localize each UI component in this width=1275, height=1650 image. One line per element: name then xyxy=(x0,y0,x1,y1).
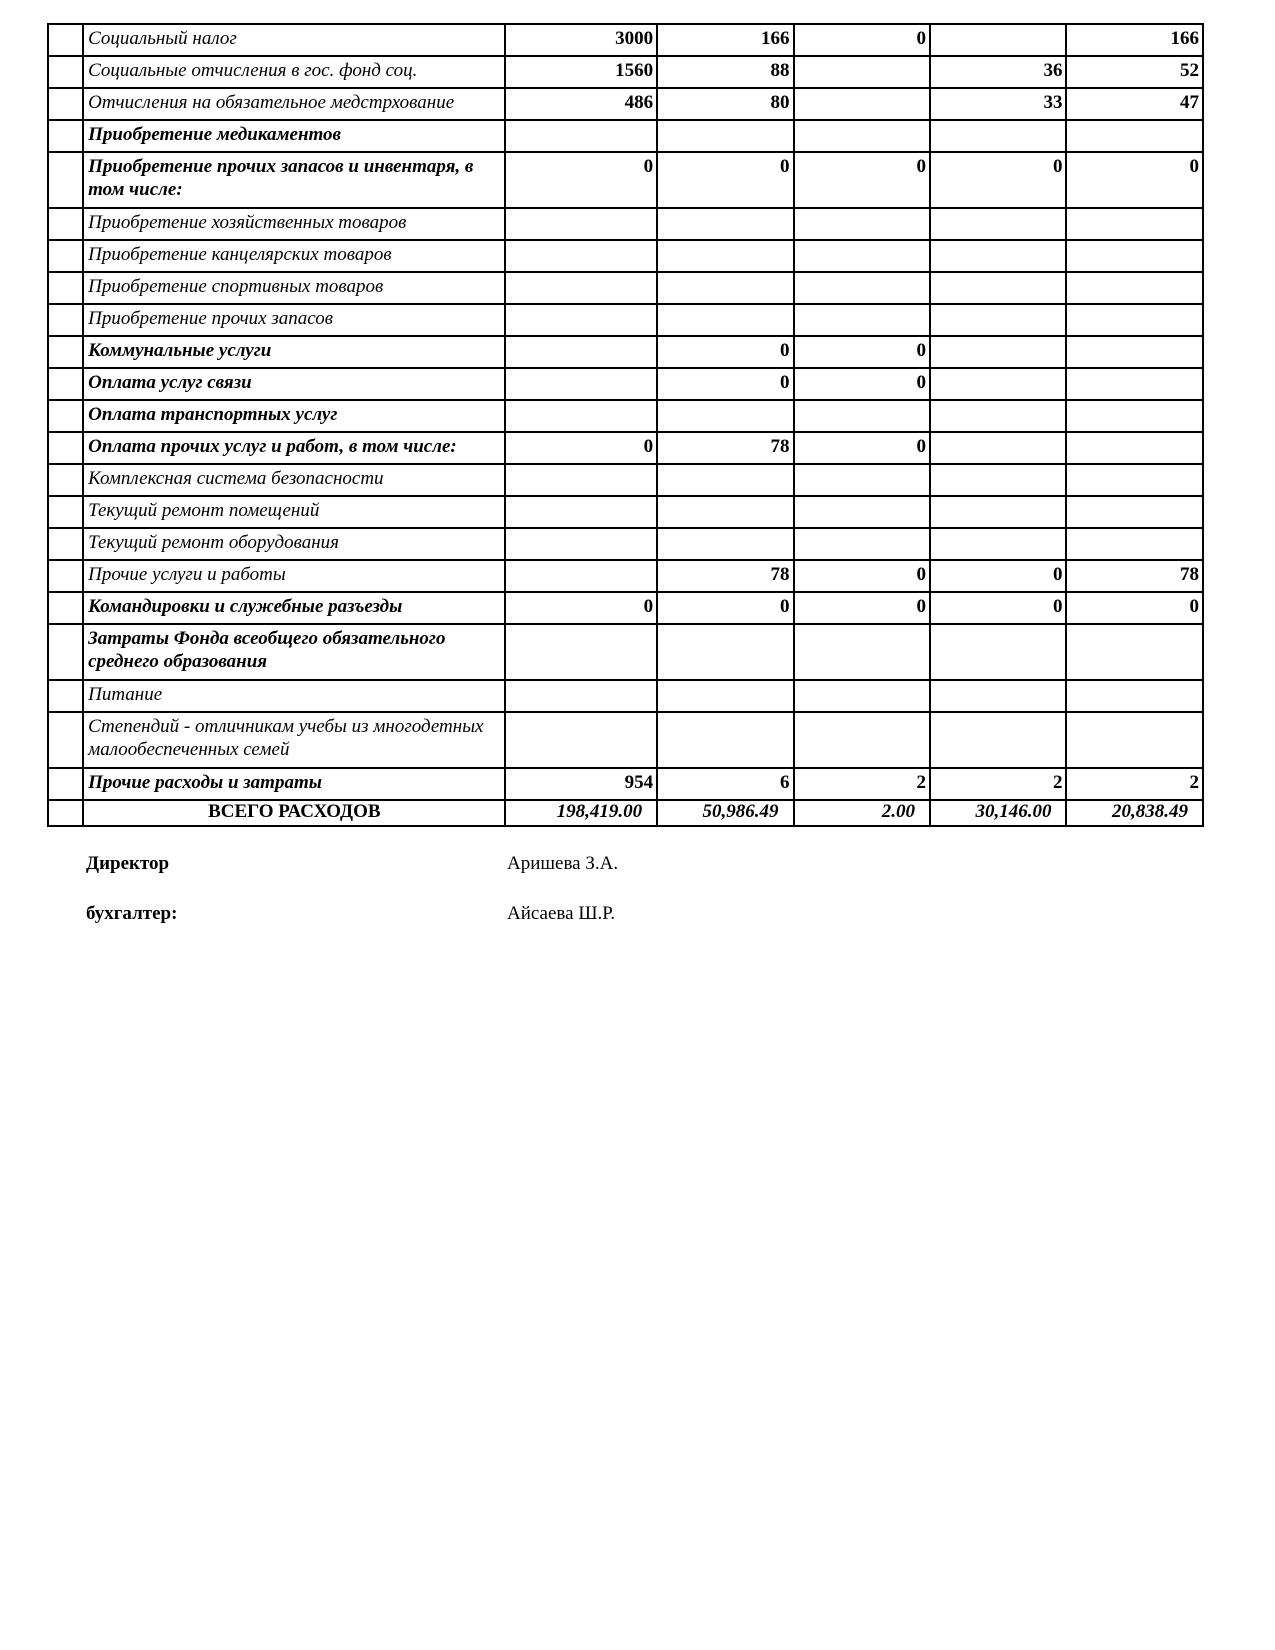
row-value: 0 xyxy=(794,560,930,592)
row-value: 0 xyxy=(1066,592,1203,624)
row-value xyxy=(505,680,658,712)
row-value xyxy=(794,712,930,768)
row-value xyxy=(930,712,1066,768)
row-value: 2 xyxy=(794,768,930,800)
row-value: 80 xyxy=(657,88,793,120)
row-value xyxy=(657,624,793,680)
index-cell xyxy=(48,304,83,336)
row-value xyxy=(505,208,658,240)
row-value xyxy=(794,464,930,496)
row-name: Коммунальные услуги xyxy=(83,336,504,368)
row-value: 78 xyxy=(1066,560,1203,592)
index-cell xyxy=(48,432,83,464)
index-cell xyxy=(48,24,83,56)
index-cell xyxy=(48,528,83,560)
row-value: 33 xyxy=(930,88,1066,120)
table-row xyxy=(48,680,1203,712)
row-value: 0 xyxy=(930,152,1066,208)
accountant-name: Айсаева Ш.Р. xyxy=(507,903,616,924)
table-row xyxy=(48,712,1203,768)
row-value xyxy=(505,120,658,152)
row-value xyxy=(794,56,930,88)
table-row xyxy=(48,120,1203,152)
row-value xyxy=(930,496,1066,528)
row-value xyxy=(794,624,930,680)
row-name: Прочие расходы и затраты xyxy=(83,768,504,800)
row-name: Текущий ремонт помещений xyxy=(83,496,504,528)
row-value xyxy=(794,680,930,712)
table-row xyxy=(48,592,1203,624)
row-value xyxy=(657,272,793,304)
row-value xyxy=(505,496,658,528)
row-value xyxy=(794,400,930,432)
table-row xyxy=(48,304,1203,336)
row-value xyxy=(1066,712,1203,768)
row-value: 0 xyxy=(505,432,658,464)
row-value: 0 xyxy=(794,336,930,368)
row-value: 36 xyxy=(930,56,1066,88)
row-value: 78 xyxy=(657,432,793,464)
row-value xyxy=(930,240,1066,272)
row-value: 88 xyxy=(657,56,793,88)
row-value xyxy=(930,368,1066,400)
table-row xyxy=(48,432,1203,464)
table-row xyxy=(48,88,1203,120)
total-value: 2.00 xyxy=(794,800,930,826)
total-label: ВСЕГО РАСХОДОВ xyxy=(83,800,504,826)
table-row xyxy=(48,272,1203,304)
row-name: Степендий - отличникам учебы из многодетных малообеспеченных семей xyxy=(83,712,504,768)
row-value: 1560 xyxy=(505,56,658,88)
row-value xyxy=(930,528,1066,560)
row-value xyxy=(794,88,930,120)
row-value xyxy=(930,272,1066,304)
row-value xyxy=(930,400,1066,432)
row-value xyxy=(657,496,793,528)
row-value xyxy=(794,240,930,272)
row-value xyxy=(657,120,793,152)
index-cell xyxy=(48,496,83,528)
total-value: 30,146.00 xyxy=(930,800,1066,826)
row-value: 2 xyxy=(1066,768,1203,800)
row-name: Затраты Фонда всеобщего обязательного среднего образования xyxy=(83,624,504,680)
row-value: 3000 xyxy=(505,24,658,56)
row-value: 6 xyxy=(657,768,793,800)
row-value xyxy=(794,272,930,304)
row-value xyxy=(505,368,658,400)
row-value xyxy=(1066,272,1203,304)
table-row xyxy=(48,208,1203,240)
row-value xyxy=(1066,680,1203,712)
table-row xyxy=(48,496,1203,528)
table-row xyxy=(48,768,1203,800)
row-value xyxy=(505,272,658,304)
table-row xyxy=(48,152,1203,208)
row-value xyxy=(930,208,1066,240)
index-cell xyxy=(48,120,83,152)
total-row xyxy=(48,800,1203,826)
index-cell xyxy=(48,368,83,400)
expense-rows xyxy=(48,24,1203,800)
row-name: Комплексная система безопасности xyxy=(83,464,504,496)
index-cell xyxy=(48,800,83,826)
row-name: Прочие услуги и работы xyxy=(83,560,504,592)
index-cell xyxy=(48,768,83,800)
row-value: 0 xyxy=(794,24,930,56)
row-value xyxy=(1066,624,1203,680)
row-value: 0 xyxy=(794,152,930,208)
row-value: 2 xyxy=(930,768,1066,800)
row-value xyxy=(930,120,1066,152)
accountant-label: бухгалтер: xyxy=(86,903,178,924)
row-value: 0 xyxy=(794,368,930,400)
row-name: Приобретение прочих запасов и инвентаря, в том числе: xyxy=(83,152,504,208)
row-value xyxy=(1066,432,1203,464)
row-value xyxy=(657,304,793,336)
index-cell xyxy=(48,208,83,240)
row-value xyxy=(505,336,658,368)
index-cell xyxy=(48,400,83,432)
row-name: Приобретение хозяйственных товаров xyxy=(83,208,504,240)
index-cell xyxy=(48,56,83,88)
row-value xyxy=(1066,400,1203,432)
row-value: 0 xyxy=(657,152,793,208)
row-name: Приобретение медикаментов xyxy=(83,120,504,152)
row-value xyxy=(930,24,1066,56)
director-label: Директор xyxy=(86,853,170,874)
row-value xyxy=(1066,496,1203,528)
row-value xyxy=(505,624,658,680)
expense-table xyxy=(47,23,1204,827)
row-value xyxy=(657,712,793,768)
row-value xyxy=(657,528,793,560)
row-name: Приобретение канцелярских товаров xyxy=(83,240,504,272)
row-value: 52 xyxy=(1066,56,1203,88)
row-value: 0 xyxy=(657,368,793,400)
row-name: Текущий ремонт оборудования xyxy=(83,528,504,560)
row-value xyxy=(657,240,793,272)
row-value xyxy=(794,120,930,152)
row-value: 166 xyxy=(657,24,793,56)
row-value xyxy=(505,560,658,592)
row-value: 0 xyxy=(657,336,793,368)
row-value xyxy=(930,432,1066,464)
table-row xyxy=(48,240,1203,272)
row-name: Социальный налог xyxy=(83,24,504,56)
row-name: Социальные отчисления в гос. фонд соц. xyxy=(83,56,504,88)
row-name: Оплата услуг связи xyxy=(83,368,504,400)
row-value xyxy=(505,528,658,560)
row-value: 0 xyxy=(1066,152,1203,208)
row-value: 0 xyxy=(930,592,1066,624)
row-value: 0 xyxy=(930,560,1066,592)
row-value xyxy=(1066,464,1203,496)
table-row xyxy=(48,528,1203,560)
row-value xyxy=(505,712,658,768)
table-row xyxy=(48,368,1203,400)
row-name: Приобретение спортивных товаров xyxy=(83,272,504,304)
row-value: 0 xyxy=(794,432,930,464)
total-value: 50,986.49 xyxy=(657,800,793,826)
index-cell xyxy=(48,624,83,680)
row-value: 0 xyxy=(505,152,658,208)
row-value xyxy=(930,680,1066,712)
index-cell xyxy=(48,592,83,624)
row-name: Оплата транспортных услуг xyxy=(83,400,504,432)
row-name: Питание xyxy=(83,680,504,712)
row-name: Отчисления на обязательное медстрхование xyxy=(83,88,504,120)
index-cell xyxy=(48,680,83,712)
index-cell xyxy=(48,464,83,496)
row-value xyxy=(930,304,1066,336)
row-value xyxy=(505,464,658,496)
row-name: Командировки и служебные разъезды xyxy=(83,592,504,624)
row-value xyxy=(1066,208,1203,240)
director-name: Аришева З.А. xyxy=(507,853,619,874)
table-row xyxy=(48,464,1203,496)
row-name: Оплата прочих услуг и работ, в том числе: xyxy=(83,432,504,464)
row-value xyxy=(657,680,793,712)
table-row xyxy=(48,400,1203,432)
table-row xyxy=(48,336,1203,368)
row-value xyxy=(1066,528,1203,560)
row-value xyxy=(657,464,793,496)
row-value xyxy=(794,208,930,240)
table-row xyxy=(48,624,1203,680)
index-cell xyxy=(48,712,83,768)
row-value: 0 xyxy=(505,592,658,624)
total-value: 198,419.00 xyxy=(505,800,658,826)
row-value xyxy=(1066,368,1203,400)
index-cell xyxy=(48,560,83,592)
row-value: 0 xyxy=(794,592,930,624)
row-value xyxy=(1066,240,1203,272)
row-value xyxy=(794,496,930,528)
row-value xyxy=(505,240,658,272)
row-value: 166 xyxy=(1066,24,1203,56)
row-value xyxy=(930,336,1066,368)
row-value xyxy=(505,304,658,336)
row-value xyxy=(930,624,1066,680)
table-row xyxy=(48,560,1203,592)
row-value: 78 xyxy=(657,560,793,592)
row-value xyxy=(794,304,930,336)
row-value xyxy=(657,208,793,240)
row-value: 486 xyxy=(505,88,658,120)
table-row xyxy=(48,56,1203,88)
index-cell xyxy=(48,336,83,368)
table-row xyxy=(48,24,1203,56)
row-value xyxy=(505,400,658,432)
row-value xyxy=(657,400,793,432)
row-value xyxy=(930,464,1066,496)
index-cell xyxy=(48,240,83,272)
row-value xyxy=(1066,336,1203,368)
index-cell xyxy=(48,152,83,208)
row-value xyxy=(794,528,930,560)
row-name: Приобретение прочих запасов xyxy=(83,304,504,336)
row-value xyxy=(1066,120,1203,152)
row-value: 0 xyxy=(657,592,793,624)
index-cell xyxy=(48,272,83,304)
row-value xyxy=(1066,304,1203,336)
row-value: 47 xyxy=(1066,88,1203,120)
index-cell xyxy=(48,88,83,120)
row-value: 954 xyxy=(505,768,658,800)
total-value: 20,838.49 xyxy=(1066,800,1203,826)
